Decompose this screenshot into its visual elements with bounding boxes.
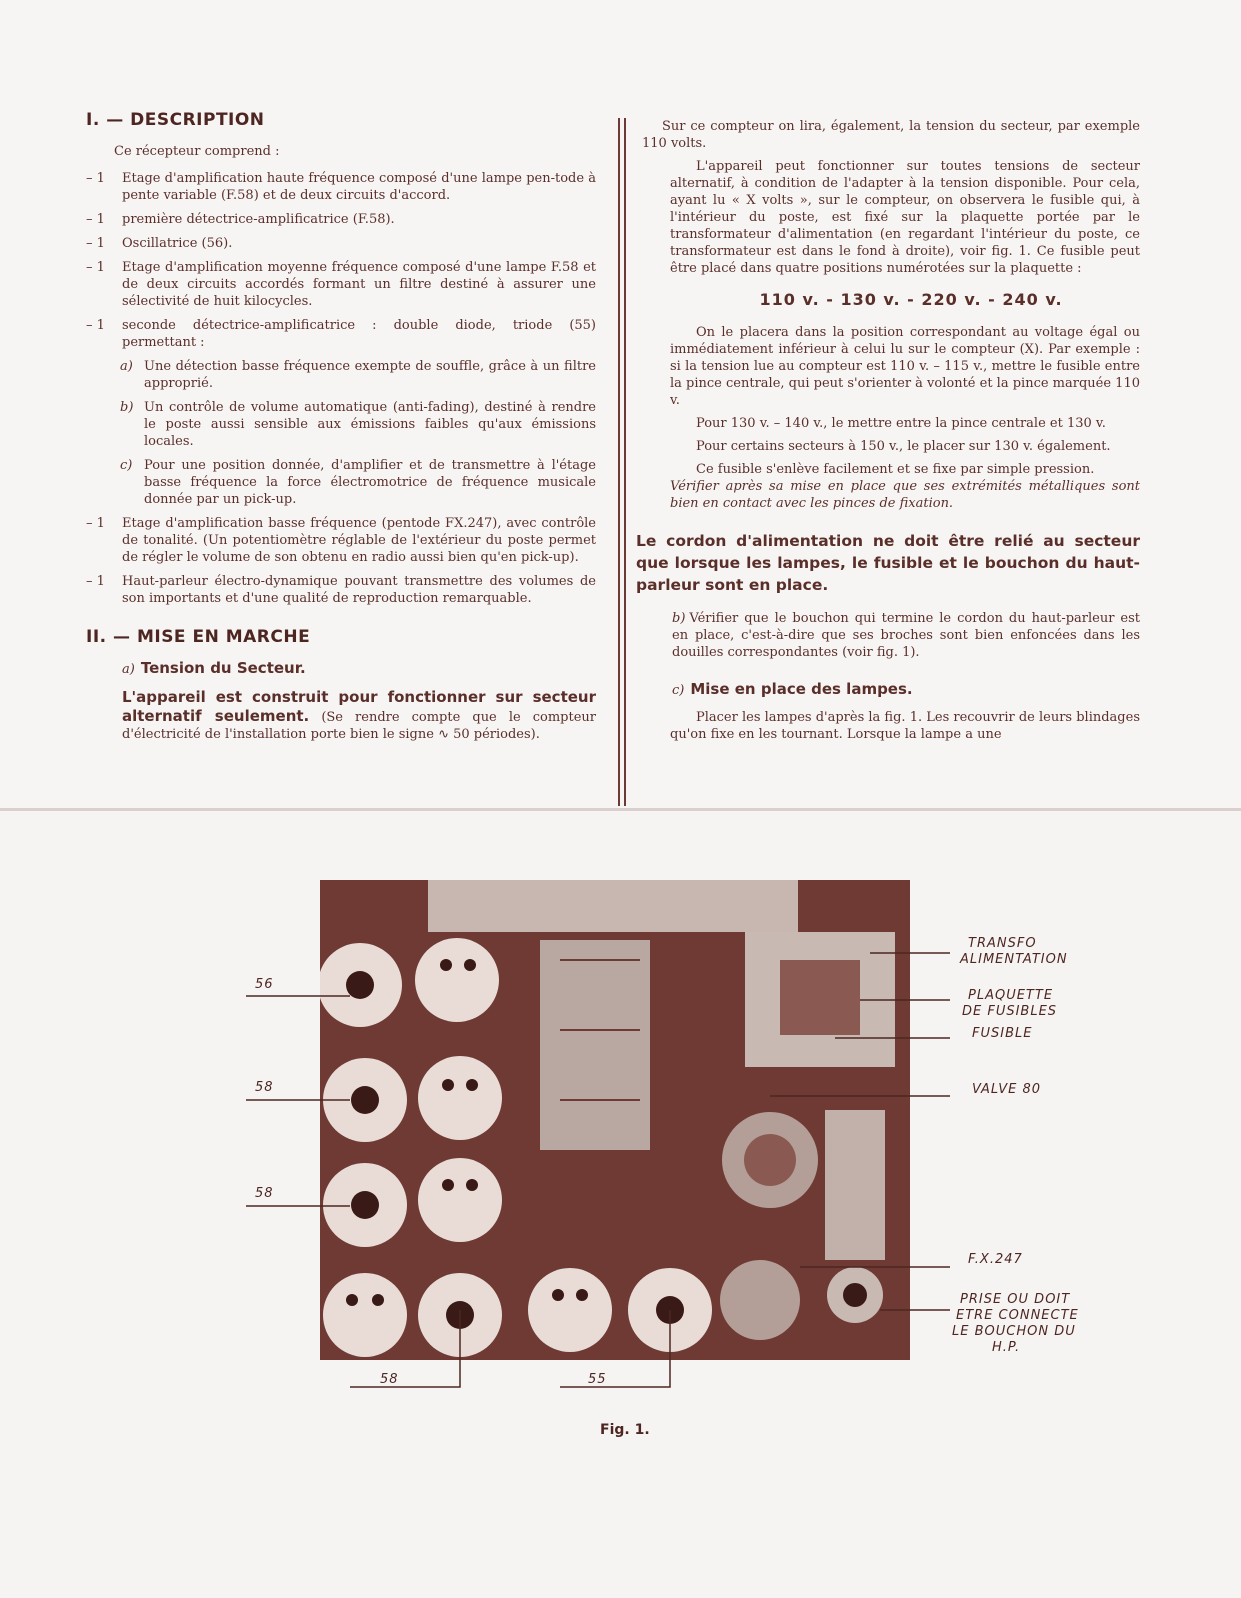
label-prise: PRISE OU DOIT bbox=[960, 1292, 1071, 1307]
intro-text: Ce récepteur comprend : bbox=[114, 144, 280, 159]
label-bouchon: LE BOUCHON DU bbox=[952, 1324, 1076, 1339]
paragraph: Ce fusible s'enlève facilement et se fixe par simple pression. bbox=[696, 462, 1095, 477]
label-plaquette: PLAQUETTE bbox=[968, 988, 1054, 1003]
subsection-a-title: a) Tension du Secteur. bbox=[122, 659, 306, 677]
italic-note: Vérifier après sa mise en place que ses extrémités métalliques sont bien en contact avec les pinces de fixation. bbox=[670, 479, 1140, 511]
label-56: 56 bbox=[255, 977, 274, 992]
label-58-bottom: 58 bbox=[380, 1372, 399, 1387]
fold-line bbox=[0, 808, 1241, 811]
column-divider bbox=[618, 118, 626, 806]
left-column bbox=[86, 112, 596, 743]
list-item: – 1 Haut-parleur électro-dynamique pouvant transmettre des volumes de son importants et d'une qualité de reproduction remarquable. bbox=[86, 574, 596, 606]
figure-caption: Fig. 1. bbox=[600, 1422, 650, 1438]
label-de-fusibles: DE FUSIBLES bbox=[962, 1004, 1058, 1019]
bold-lead-paragraph: L'appareil est construit pour fonctionner sur secteur alternatif seulement. (Se rendre compte que le compteur d'électricité de l'installation porte bien le signe ∿ 50 périodes). bbox=[122, 688, 596, 742]
label-fusible: FUSIBLE bbox=[972, 1026, 1033, 1041]
subsection-b: b) Vérifier que le bouchon qui termine le cordon du haut-parleur est en place, c'est-à-dire que ses broches sont bien enfoncées dans les douilles correspondantes (voir fig. 1). bbox=[672, 611, 1140, 660]
section2-title: II. — MISE EN MARCHE bbox=[86, 627, 311, 647]
list-item: – 1 Etage d'amplification moyenne fréquence composé d'une lampe F.58 et de deux circuits accordés formant un filtre destiné à assurer une sélectivité de huit kilocycles. bbox=[86, 260, 596, 309]
list-item: – 1 seconde détectrice-amplificatrice : double diode, triode (55) permettant : bbox=[86, 318, 596, 350]
voltage-options: 110 v. - 130 v. - 220 v. - 240 v. bbox=[759, 290, 1063, 309]
label-58-a: 58 bbox=[255, 1080, 274, 1095]
list-item: – 1 Etage d'amplification basse fréquence (pentode FX.247), avec contrôle de tonalité. (Un potentiomètre réglable de l'extérieur du poste permet de régler le volume de son obtenu en radio aussi bien qu'en pick-up). bbox=[86, 516, 596, 565]
label-55-bottom: 55 bbox=[588, 1372, 607, 1387]
paragraph: L'appareil peut fonctionner sur toutes tensions de secteur alternatif, à condition de l'adapter à la tension disponible. Pour cela, ayant lu « X volts », sur le compteur, on observera le fusible qui, à l'intérieur du poste, est fixé sur la plaquette portée par le transformateur d'alimentation (en regardant l'intérieur du poste, ce transformateur est dans le fond à droite), voir fig. 1. Ce fusible peut être placé dans quatre positions numérotées sur la plaquette : bbox=[670, 159, 1140, 276]
subsection-c-title: c) Mise en place des lampes. bbox=[672, 680, 913, 698]
paragraph: Placer les lampes d'après la fig. 1. Les recouvrir de leurs blindages qu'on fixe en les tournant. Lorsque la lampe a une bbox=[670, 710, 1140, 742]
label-connecte: ETRE CONNECTE bbox=[956, 1308, 1079, 1323]
label-58-b: 58 bbox=[255, 1186, 274, 1201]
right-column bbox=[636, 118, 1140, 749]
list-item: – 1 première détectrice-amplificatrice (F.58). bbox=[86, 212, 395, 227]
label-fx247: F.X.247 bbox=[968, 1252, 1023, 1267]
list-item: – 1 Etage d'amplification haute fréquence composé d'une lampe pen-tode à pente variable (F.58) et de deux circuits d'accord. bbox=[86, 171, 596, 203]
label-alimentation: ALIMENTATION bbox=[960, 952, 1068, 967]
paragraph: On le placera dans la position correspondant au voltage égal ou immédiatement inférieur à celui lu sur le compteur (X). Par exemple : si la tension lue au compteur est 110 v. – 115 v., mettre le fusible entre la pince centrale, qui peut s'orienter à volonté et la pince marquée 110 v. bbox=[670, 325, 1140, 408]
label-hp: H.P. bbox=[992, 1340, 1021, 1355]
sub-item: a) Une détection basse fréquence exempte de souffle, grâce à un filtre approprié. bbox=[120, 359, 596, 391]
paragraph: Pour 130 v. – 140 v., le mettre entre la pince centrale et 130 v. bbox=[696, 416, 1106, 431]
section1-title: I. — DESCRIPTION bbox=[86, 110, 265, 130]
label-valve-80: VALVE 80 bbox=[972, 1082, 1041, 1097]
list-item: – 1 Oscillatrice (56). bbox=[86, 236, 233, 251]
label-transfo: TRANSFO bbox=[968, 936, 1037, 951]
sub-item: c) Pour une position donnée, d'amplifier et de transmettre à l'étage basse fréquence la force électromotrice de fréquence musicale donnée par un pick-up. bbox=[120, 458, 596, 507]
warning-paragraph: Le cordon d'alimentation ne doit être relié au secteur que lorsque les lampes, le fusible et le bouchon du haut-parleur sont en place. bbox=[636, 532, 1140, 594]
sub-item: b) Un contrôle de volume automatique (anti-fading), destiné à rendre le poste aussi sensible aux émissions faibles qu'aux émissions locales. bbox=[120, 400, 596, 449]
paragraph: Sur ce compteur on lira, également, la tension du secteur, par exemple 110 volts. bbox=[642, 119, 1140, 151]
paragraph: Pour certains secteurs à 150 v., le placer sur 130 v. également. bbox=[696, 439, 1111, 454]
